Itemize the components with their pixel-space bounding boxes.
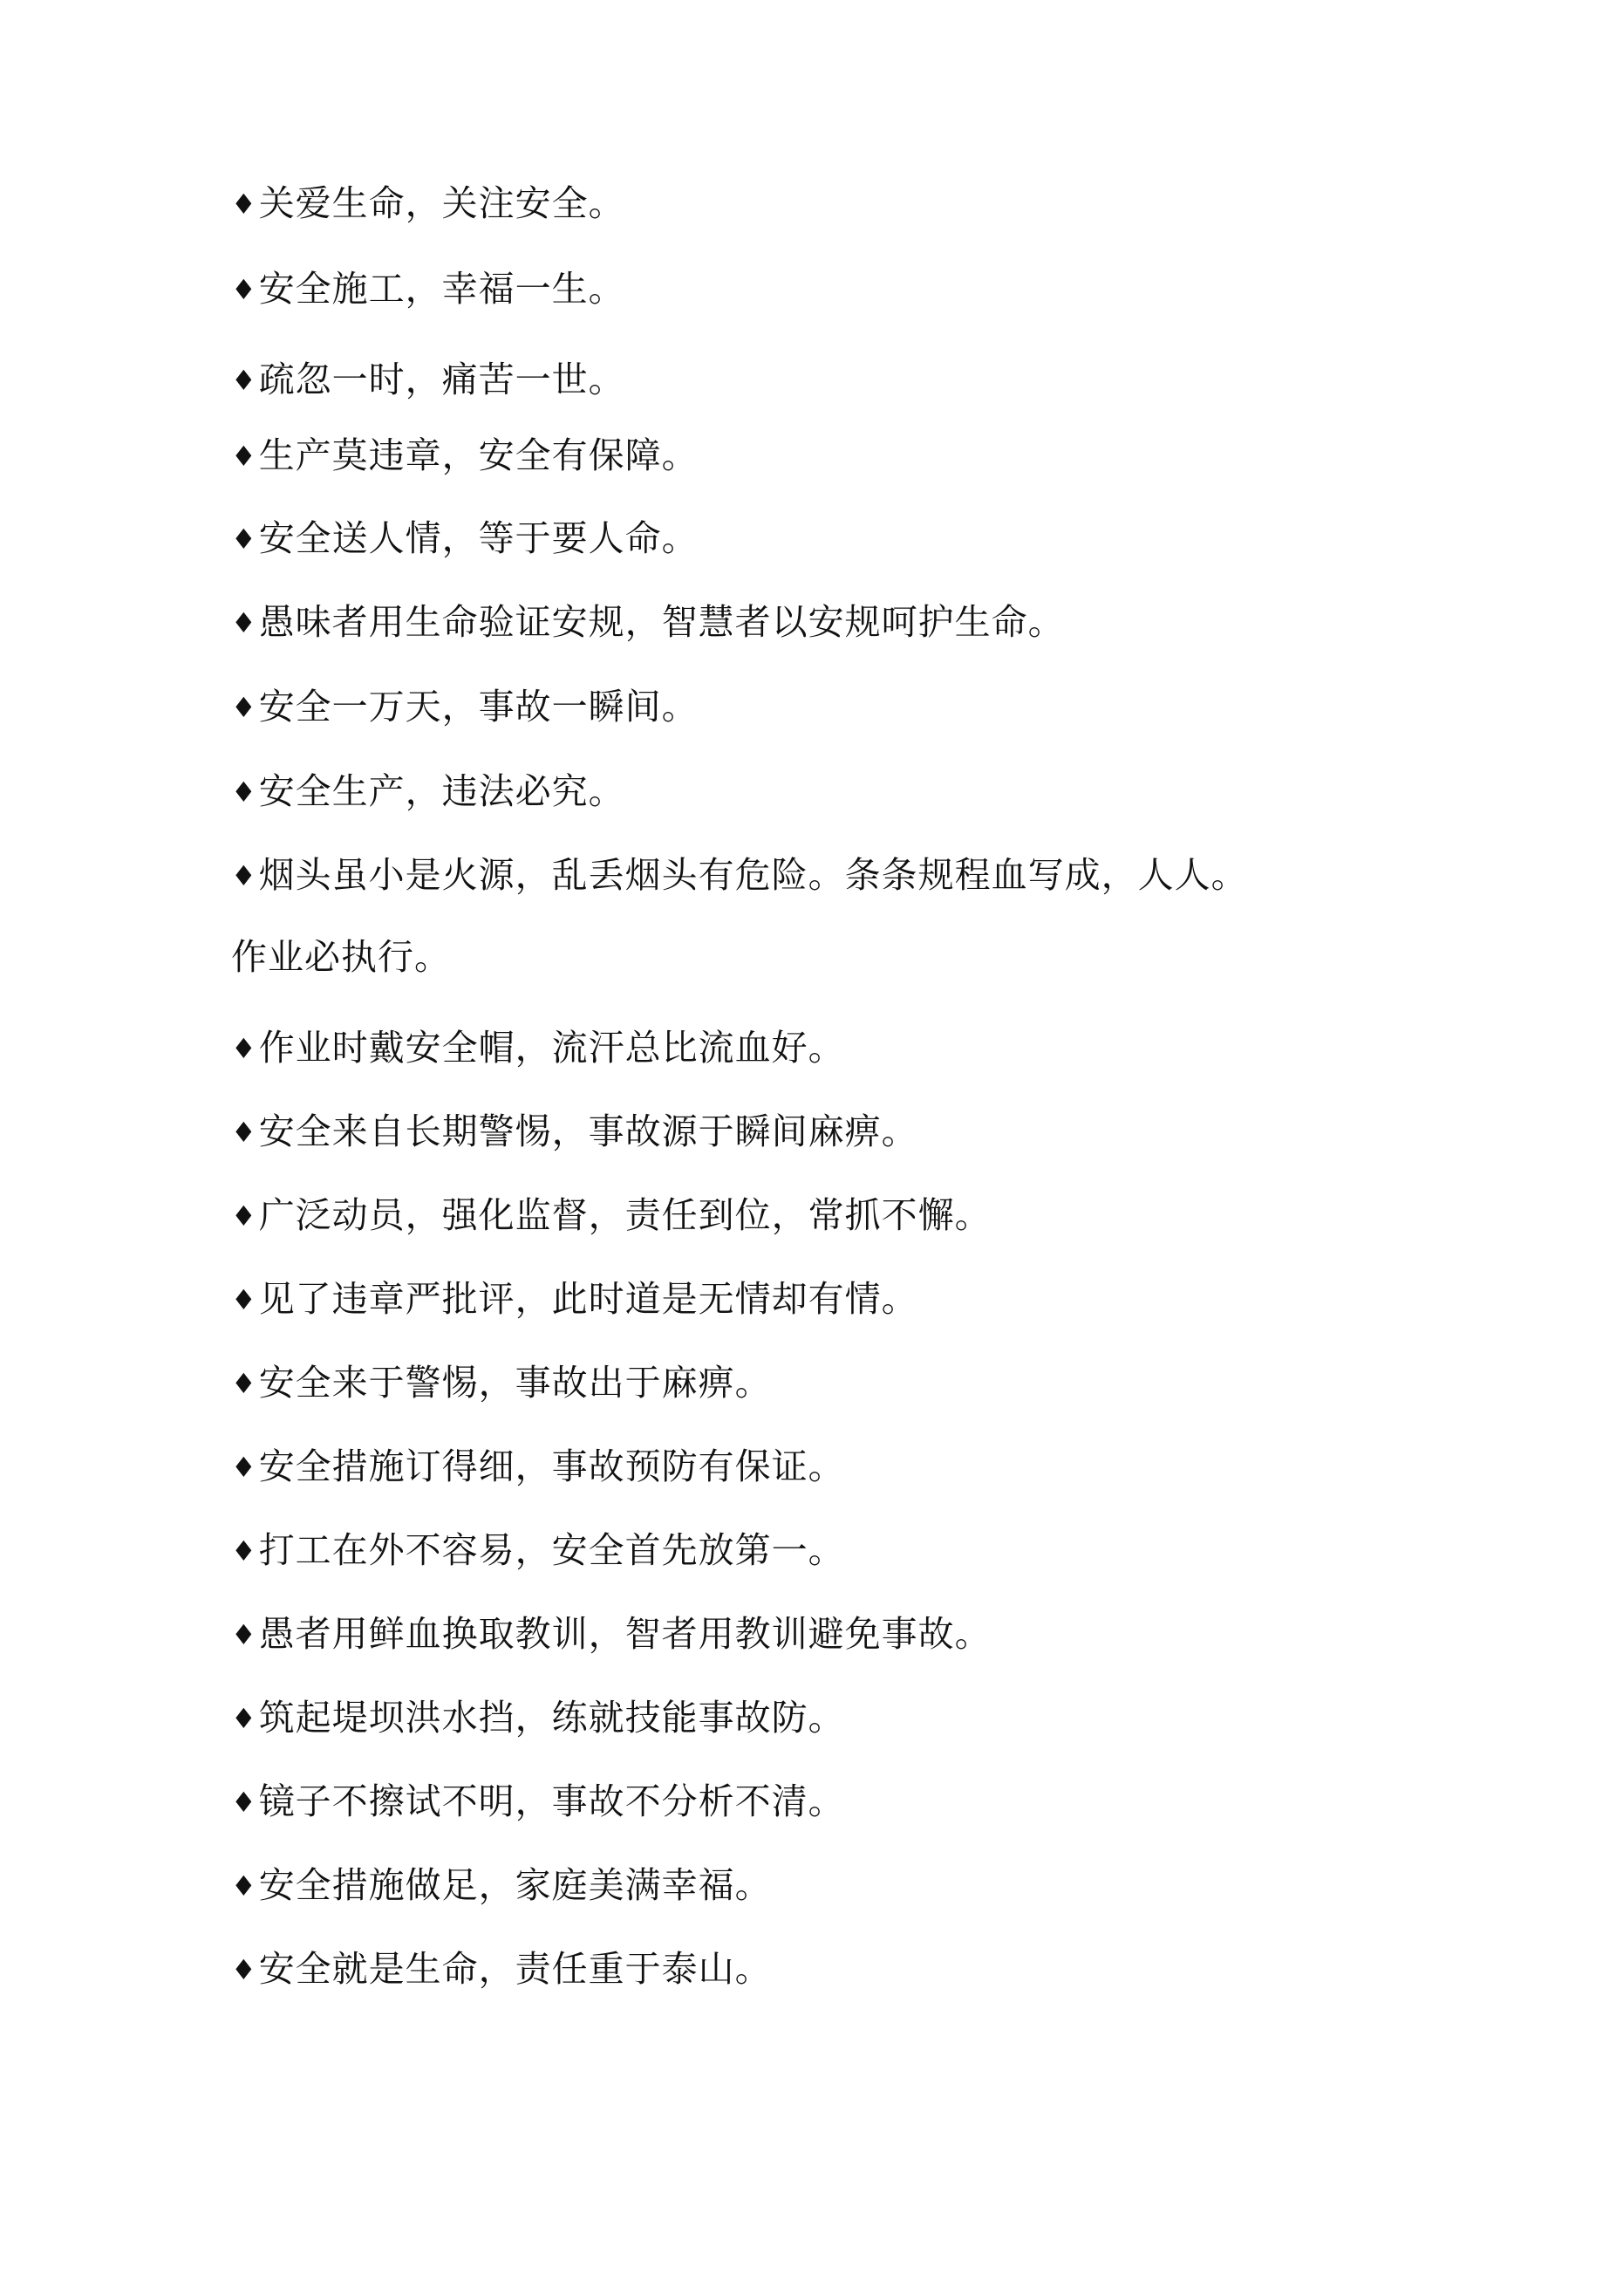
- slogan-text: 作业必执行。: [231, 936, 451, 978]
- diamond-bullet-icon: ♦: [231, 1199, 257, 1233]
- slogan-text: 安全送人情，等于要人命。: [258, 517, 699, 559]
- diamond-bullet-icon: ♦: [231, 1786, 257, 1819]
- slogan-line: [231, 1110, 918, 1153]
- diamond-bullet-icon: ♦: [231, 273, 257, 306]
- slogan-text: 作业时戴安全帽，流汗总比流血好。: [258, 1027, 845, 1069]
- slogan-line: [231, 769, 625, 813]
- slogan-line: [231, 600, 1065, 644]
- diamond-bullet-icon: ♦: [231, 691, 257, 724]
- diamond-bullet-icon: ♦: [231, 364, 257, 397]
- slogan-text: 生产莫违章，安全有保障。: [258, 434, 699, 476]
- diamond-bullet-icon: ♦: [231, 188, 257, 221]
- slogan-line: [231, 1528, 845, 1572]
- slogan-line: [231, 434, 699, 477]
- slogan-line: [231, 358, 625, 401]
- slogan-text: 愚者用鲜血换取教训，智者用教训避免事故。: [258, 1613, 992, 1655]
- slogan-line: [231, 853, 1248, 897]
- diamond-bullet-icon: ♦: [231, 1618, 257, 1651]
- slogan-continuation-line: [231, 935, 451, 979]
- diamond-bullet-icon: ♦: [231, 1283, 257, 1316]
- slogan-line: [231, 181, 625, 225]
- slogan-line: [231, 1947, 772, 1991]
- slogan-text: 安全来于警惕，事故出于麻痹。: [258, 1362, 772, 1404]
- slogan-text: 打工在外不容易，安全首先放第一。: [258, 1529, 845, 1571]
- slogan-text: 安全生产，违法必究。: [258, 770, 625, 812]
- diamond-bullet-icon: ♦: [231, 1869, 257, 1903]
- slogan-text: 广泛动员，强化监督，责任到位，常抓不懈。: [258, 1194, 992, 1236]
- slogan-line: [231, 267, 625, 311]
- slogan-text: 筑起堤坝洪水挡，练就技能事故防。: [258, 1697, 845, 1739]
- slogan-text: 关爱生命，关注安全。: [258, 182, 625, 224]
- diamond-bullet-icon: ♦: [231, 1032, 257, 1065]
- slogan-text: 安全就是生命，责任重于泰山。: [258, 1948, 772, 1990]
- diamond-bullet-icon: ♦: [231, 776, 257, 809]
- slogan-line: [231, 1277, 918, 1321]
- diamond-bullet-icon: ♦: [231, 606, 257, 639]
- diamond-bullet-icon: ♦: [231, 1116, 257, 1149]
- slogan-line: [231, 1361, 772, 1404]
- slogan-line: [231, 516, 699, 560]
- diamond-bullet-icon: ♦: [231, 1451, 257, 1484]
- diamond-bullet-icon: ♦: [231, 859, 257, 892]
- slogan-text: 安全一万天，事故一瞬间。: [258, 686, 699, 728]
- diamond-bullet-icon: ♦: [231, 1953, 257, 1986]
- diamond-bullet-icon: ♦: [231, 440, 257, 473]
- slogan-text: 安全来自长期警惕，事故源于瞬间麻痹。: [258, 1110, 918, 1152]
- slogan-line: [231, 1863, 772, 1907]
- slogan-text: 愚味者用生命验证安规，智慧者以安规呵护生命。: [258, 601, 1065, 643]
- slogan-text: 安全措施做足，家庭美满幸福。: [258, 1864, 772, 1906]
- diamond-bullet-icon: ♦: [231, 523, 257, 556]
- slogan-line: [231, 1612, 992, 1656]
- slogan-text: 安全措施订得细，事故预防有保证。: [258, 1445, 845, 1487]
- slogan-text: 疏忽一时，痛苦一世。: [258, 359, 625, 400]
- diamond-bullet-icon: ♦: [231, 1702, 257, 1735]
- slogan-text: 见了违章严批评，此时道是无情却有情。: [258, 1278, 918, 1320]
- slogan-text: 烟头虽小是火源，乱丢烟头有危险。条条规程血写成，人人。: [258, 854, 1248, 896]
- slogan-line: [231, 1696, 845, 1739]
- slogan-text: 镜子不擦试不明，事故不分析不清。: [258, 1780, 845, 1822]
- slogan-text: 安全施工，幸福一生。: [258, 268, 625, 310]
- slogan-line: [231, 1780, 845, 1823]
- slogan-line: [231, 1026, 845, 1069]
- diamond-bullet-icon: ♦: [231, 1534, 257, 1568]
- slogan-line: [231, 685, 699, 728]
- slogan-line: [231, 1445, 845, 1488]
- slogan-line: [231, 1193, 992, 1237]
- diamond-bullet-icon: ♦: [231, 1367, 257, 1400]
